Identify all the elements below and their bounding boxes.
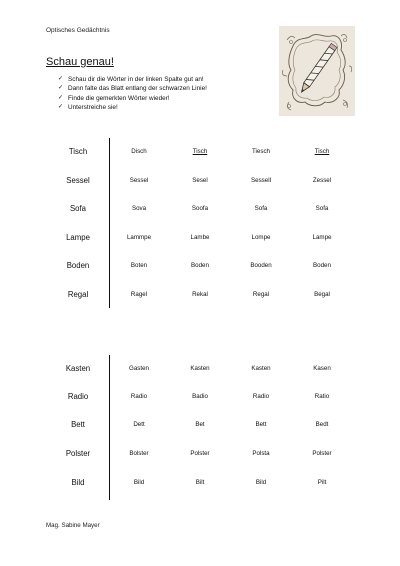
option-word[interactable]: Regal [252,291,270,298]
target-word: Radio [67,392,89,401]
checkmark-icon: ✓ [58,76,64,82]
word-row [0,355,400,383]
option-word[interactable]: Disch [131,148,147,155]
option-word[interactable]: Polster [312,450,332,457]
option-word[interactable]: Sofa [254,205,268,212]
page-title: Schau genau! [46,56,114,68]
option-word[interactable]: Zessel [312,177,332,184]
target-word: Lampe [66,233,90,242]
option-word[interactable]: Sesel [192,177,208,184]
option-word[interactable]: Bett [255,421,267,428]
target-word: Regal [67,290,89,299]
instruction-item: ✓ Schau dir die Wörter in der linken Spalte gut an! [58,76,204,83]
option-word[interactable]: Bedt [315,421,329,428]
option-word[interactable]: Lampe [312,234,332,241]
option-word[interactable]: Sessel [129,177,149,184]
instruction-item: ✓ Finde die gemerkten Wörter wieder! [58,94,170,102]
word-row [0,252,400,280]
word-row [0,224,400,252]
option-word[interactable]: Boten [130,262,148,269]
target-word: Kasten [65,364,91,373]
pencil-logo-icon [279,26,355,116]
checkmark-icon: ✓ [58,104,64,111]
option-word[interactable]: Ratio [314,393,330,400]
option-word[interactable]: Booden [250,262,272,269]
word-row [0,411,400,439]
author-footer: Mag. Sabine Mayer [46,522,100,529]
word-row [0,138,400,166]
target-word: Bett [71,420,85,429]
word-row [0,469,400,497]
option-word[interactable]: Begal [314,291,330,298]
target-word: Sofa [69,204,87,213]
word-row [0,281,400,309]
option-word[interactable]: Radio [130,393,148,400]
target-word: Boden [66,261,90,270]
option-word-underlined[interactable]: Tisch [314,148,330,155]
instruction-list [58,75,207,113]
option-word[interactable]: Boden [191,262,209,269]
option-word[interactable]: Kasen [313,365,331,372]
option-word-underlined[interactable]: Tisch [192,148,208,155]
checkmark-icon: ✓ [58,94,64,101]
option-word[interactable]: Radio [252,393,270,400]
option-word[interactable]: Polsta [252,450,270,457]
option-word[interactable]: Bild [133,479,145,486]
instruction-item: ✓ Dann falte das Blatt entlang der schwarzen Linie! [58,85,207,93]
option-word[interactable]: Rekal [192,291,208,298]
option-word[interactable]: Ragel [130,291,148,298]
target-word: Tisch [68,147,88,156]
option-word[interactable]: Bilt [195,479,205,486]
option-word[interactable]: Bild [255,479,267,486]
option-word[interactable]: Sova [131,205,147,212]
word-row [0,195,400,223]
checkmark-icon: ✓ [58,85,64,92]
word-row [0,440,400,468]
word-row [0,167,400,195]
option-word[interactable]: Lambe [190,234,210,241]
option-word[interactable]: Lammpe [126,234,152,241]
option-word[interactable]: Bolster [129,450,149,457]
option-word[interactable]: Pilt [317,479,327,486]
option-word[interactable]: Polster [190,450,210,457]
option-word[interactable]: Dett [133,421,145,428]
option-word[interactable]: Kasten [251,365,271,372]
option-word[interactable]: Gasten [129,365,149,372]
option-word[interactable]: Bet [195,421,205,428]
option-word[interactable]: Soofa [191,205,209,212]
target-word: Polster [65,449,91,458]
option-word[interactable]: Lompe [251,234,271,241]
target-word: Sessel [66,176,90,185]
option-word[interactable]: Sessell [251,177,271,184]
page-header: Optisches Gedächtnis [46,27,110,34]
option-word[interactable]: Kasten [190,365,210,372]
option-word[interactable]: Badio [192,393,208,400]
option-word[interactable]: Boden [313,262,331,269]
option-word[interactable]: Sofa [315,205,329,212]
word-row [0,383,400,411]
instruction-item: ✓ Unterstreiche sie! [58,104,118,112]
option-word[interactable]: Tiesch [252,148,270,155]
target-word: Bild [71,478,85,487]
